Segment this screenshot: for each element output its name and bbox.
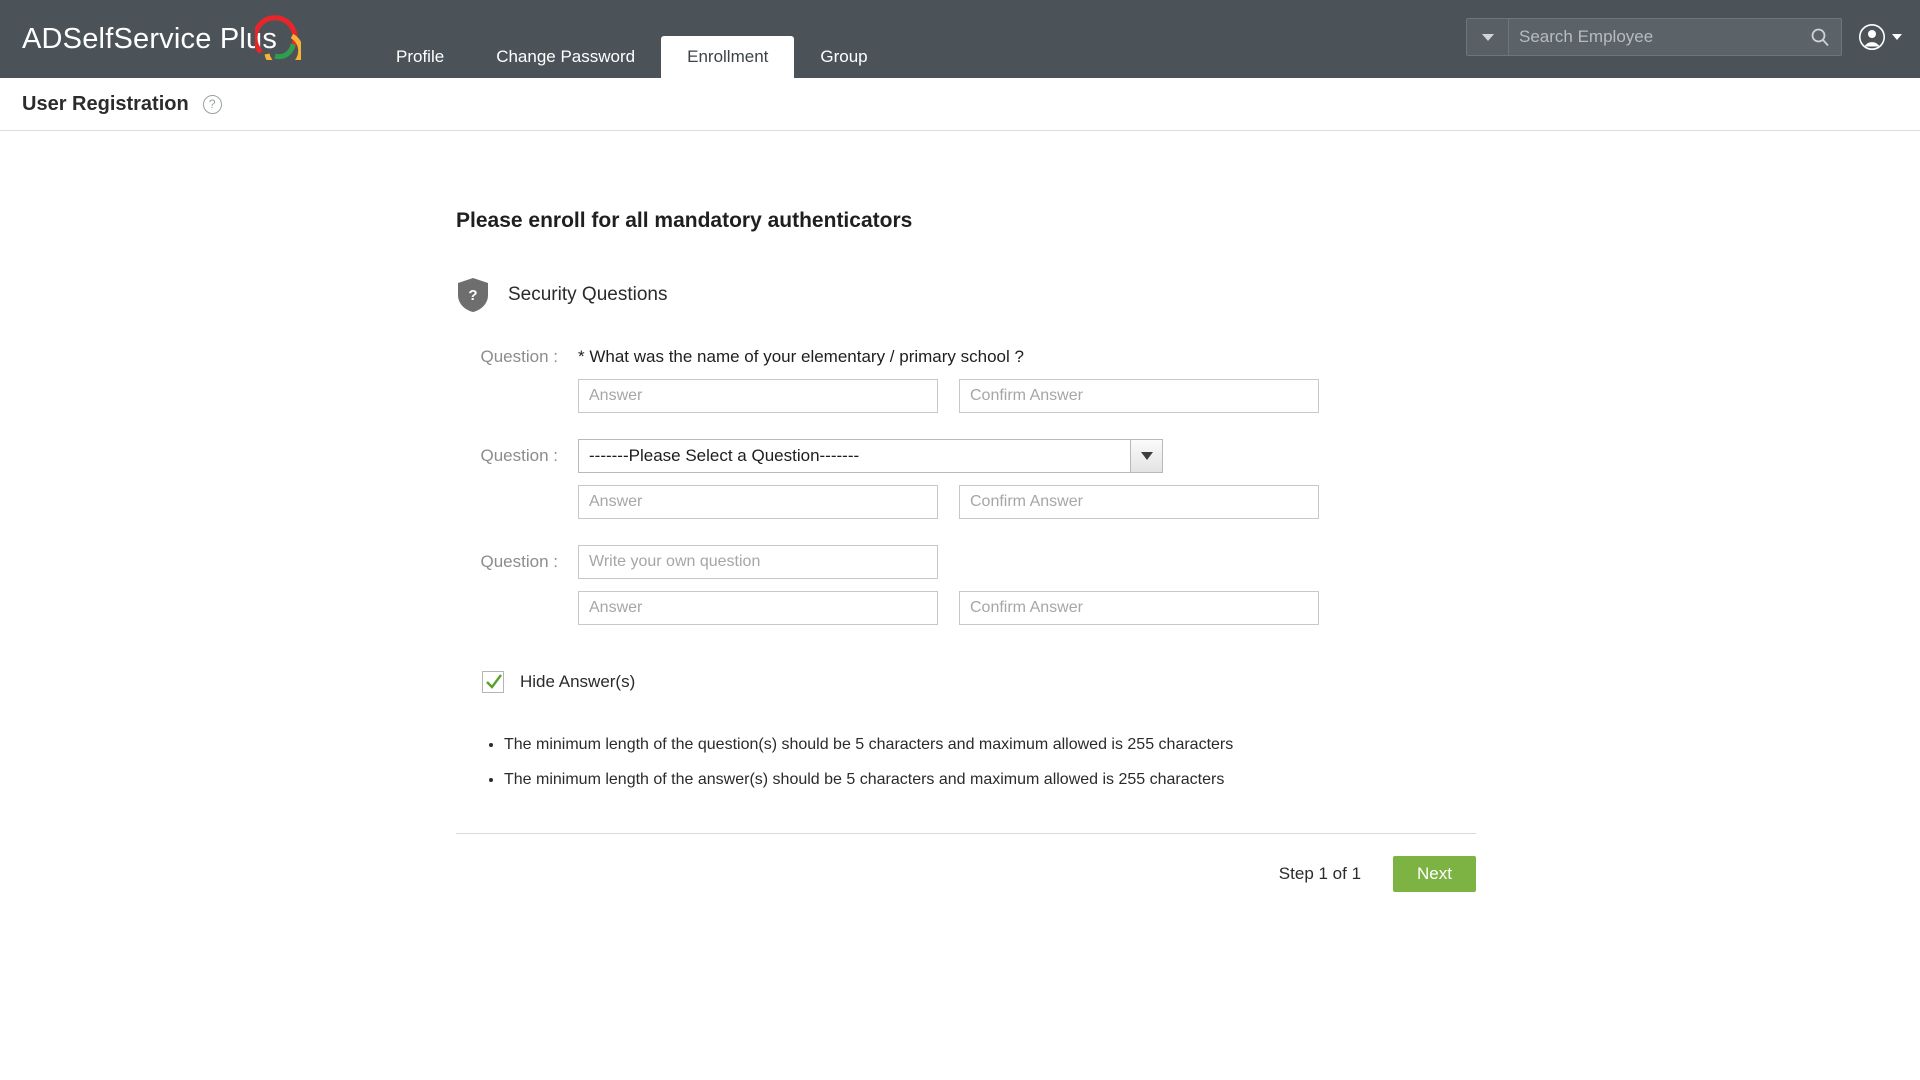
search-input[interactable] bbox=[1509, 19, 1799, 55]
validation-notes bbox=[482, 735, 1920, 791]
section-title: Security Questions bbox=[508, 284, 668, 305]
question-3-answer-row bbox=[456, 591, 1920, 625]
chevron-down-icon bbox=[1482, 34, 1494, 41]
wizard-footer bbox=[456, 856, 1476, 892]
question-2-select-value[interactable]: -------Please Select a Question------- bbox=[578, 439, 1163, 473]
question-2-row bbox=[456, 439, 1920, 473]
security-questions-section-header bbox=[456, 277, 1920, 313]
question-mark-icon[interactable]: ? bbox=[203, 95, 222, 114]
question-3-confirm-input[interactable] bbox=[959, 591, 1319, 625]
question-1-answer-row bbox=[456, 379, 1920, 413]
hide-answers-label: Hide Answer(s) bbox=[520, 672, 636, 691]
question-block-1 bbox=[456, 347, 1920, 413]
search-scope-dropdown[interactable] bbox=[1467, 18, 1509, 56]
question-1-answer-input[interactable] bbox=[578, 379, 938, 413]
question-block-2 bbox=[456, 439, 1920, 519]
footer-divider bbox=[456, 833, 1476, 834]
tab-profile[interactable]: Profile bbox=[396, 47, 445, 66]
search-icon bbox=[1810, 27, 1830, 47]
top-navigation-bar bbox=[0, 0, 1920, 78]
page-title: User Registration bbox=[22, 92, 189, 115]
main-tabs bbox=[370, 0, 894, 78]
question-1-row bbox=[456, 347, 1920, 367]
svg-text:?: ? bbox=[468, 287, 478, 304]
question-3-answer-input[interactable] bbox=[578, 591, 938, 625]
search-employee-bar[interactable] bbox=[1466, 18, 1842, 56]
top-right-controls bbox=[1466, 18, 1902, 56]
question-block-3 bbox=[456, 545, 1920, 625]
question-3-row bbox=[456, 545, 1920, 579]
shield-question-icon bbox=[456, 277, 490, 313]
hide-answers-row[interactable] bbox=[482, 671, 1920, 693]
question-1-text: * What was the name of your elementary / primary school ? bbox=[578, 347, 1024, 366]
question-3-custom-question-input[interactable] bbox=[578, 545, 938, 579]
brand-name-main: ADSelfService bbox=[22, 22, 212, 55]
question-1-confirm-input[interactable] bbox=[959, 379, 1319, 413]
note-item: • The minimum length of the answer(s) should be 5 characters and maximum allowed is 255 characters bbox=[504, 770, 1920, 791]
brand-name-suffix: Plus bbox=[219, 22, 278, 55]
hide-answers-checkbox[interactable] bbox=[482, 671, 504, 693]
enrollment-headline: Please enroll for all mandatory authenticators bbox=[456, 209, 913, 232]
question-2-select[interactable] bbox=[578, 439, 1163, 473]
chevron-down-icon[interactable] bbox=[1130, 440, 1162, 472]
account-menu[interactable] bbox=[1858, 23, 1902, 51]
tab-change-password[interactable]: Change Password bbox=[496, 47, 636, 66]
arc-swoosh-logo-icon bbox=[255, 14, 301, 60]
search-button[interactable] bbox=[1799, 18, 1841, 56]
question-3-label: Question : bbox=[480, 552, 558, 571]
tab-group[interactable]: Group bbox=[820, 47, 868, 66]
question-2-confirm-input[interactable] bbox=[959, 485, 1319, 519]
question-2-answer-row bbox=[456, 485, 1920, 519]
question-2-answer-input[interactable] bbox=[578, 485, 938, 519]
note-item: • The minimum length of the question(s) should be 5 characters and maximum allowed is 255 characters bbox=[504, 735, 1920, 756]
question-1-label: Question : bbox=[480, 347, 558, 366]
caret-down-icon bbox=[1892, 34, 1902, 40]
page-header bbox=[0, 78, 1920, 131]
brand-logo-area[interactable] bbox=[0, 0, 330, 78]
brand-name bbox=[22, 23, 277, 56]
tab-enrollment[interactable]: Enrollment bbox=[661, 36, 794, 78]
check-mark-icon bbox=[485, 673, 503, 691]
main-content bbox=[0, 131, 1920, 892]
step-indicator: Step 1 of 1 bbox=[1278, 863, 1362, 883]
next-button[interactable]: Next bbox=[1393, 856, 1476, 892]
question-2-label: Question : bbox=[480, 446, 558, 465]
user-account-icon bbox=[1858, 23, 1886, 51]
